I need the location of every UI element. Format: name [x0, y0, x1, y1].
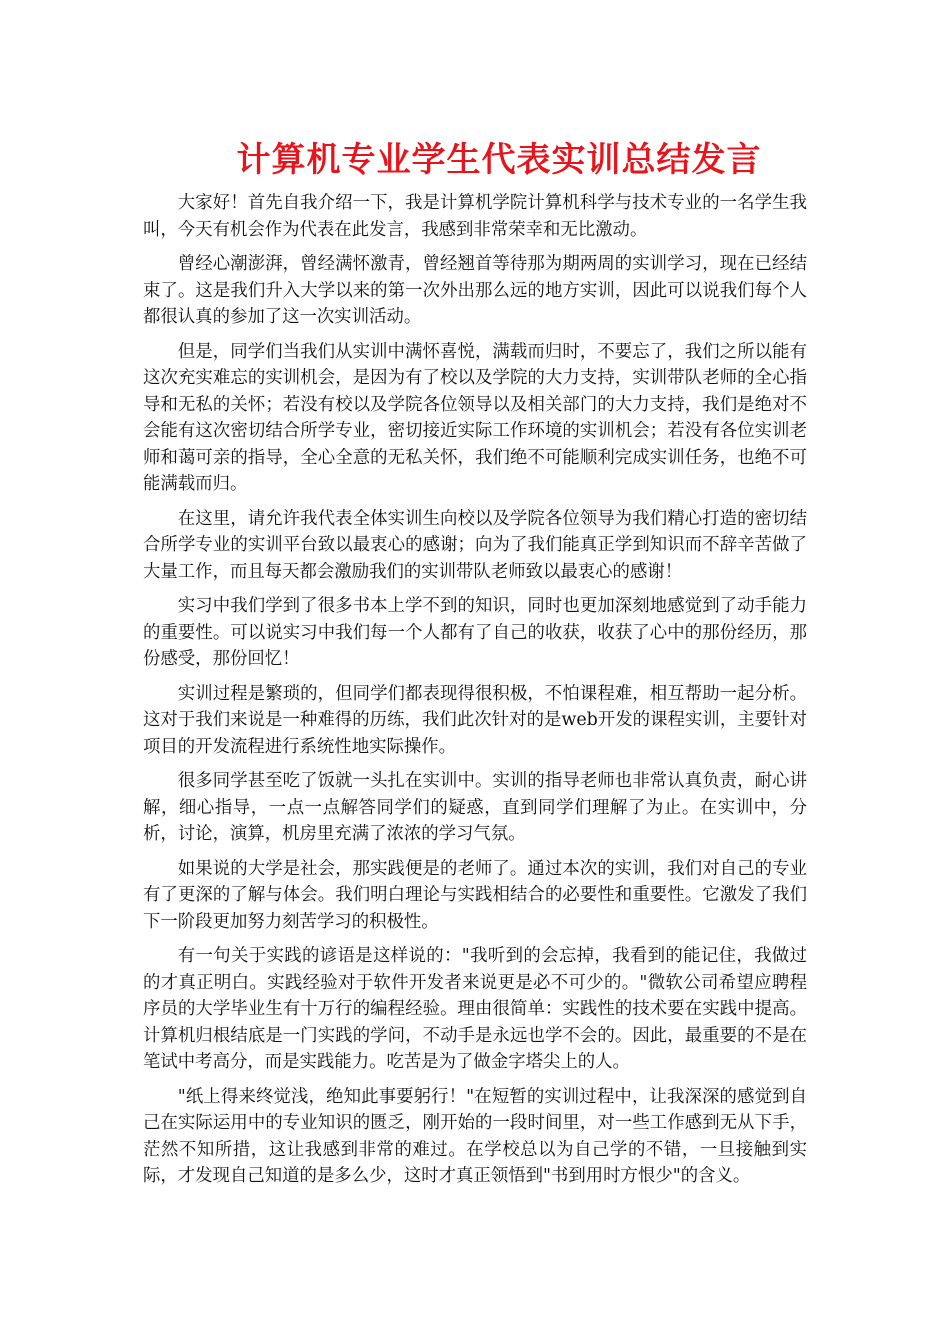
paragraph: 曾经心潮澎湃，曾经满怀激青，曾经翘首等待那为期两周的实训学习，现在已经结束了。这是我们升入大学以来的第一次外出那么远的地方实训，因此可以说我们每个人都很认真的参加了这一次实训活动。 [143, 254, 807, 327]
paragraph: 很多同学甚至吃了饭就一头扎在实训中。实训的指导老师也非常认真负责，耐心讲解，细心指导，一点一点解答同学们的疑惑，直到同学们理解了为止。在实训中，分析，讨论，演算，机房里充满了浓浓的学习气氛。 [143, 771, 807, 844]
paragraph: 在这里，请允许我代表全体实训生向校以及学院各位领导为我们精心打造的密切结合所学专业的实训平台致以最衷心的感谢；向为了我们能真正学到知识而不辞辛苦做了大量工作，而且每天都会激励我们的实训带队老师致以最衷心的感谢！ [143, 508, 807, 582]
paragraph: 实习中我们学到了很多书本上学不到的知识，同时也更加深刻地感觉到了动手能力的重要性。可以说实习中我们每一个人都有了自己的收获，收获了心中的那份经历，那份感受，那份回忆！ [143, 596, 807, 669]
paragraph: 大家好！首先自我介绍一下，我是计算机学院计算机科学与技术专业的一名学生我叫，今天有机会作为代表在此发言，我感到非常荣幸和无比激动。 [143, 193, 807, 240]
paragraph: 实训过程是繁琐的，但同学们都表现得很积极，不怕课程难，相互帮助一起分析。这对于我们来说是一种难得的历练，我们此次针对的是web开发的课程实训，主要针对项目的开发流程进行系统性地实际操作。 [143, 683, 807, 757]
document-title: 计算机专业学生代表实训总结发言 [236, 140, 762, 180]
paragraph: "纸上得来终觉浅，绝知此事要躬行！"在短暂的实训过程中，让我深深的感觉到自己在实际运用中的专业知识的匮乏，刚开始的一段时间里，对一些工作感到无从下手，茫然不知所措，这让我感到非常的难过。在学校总以为自己学的不错，一旦接触到实际，才发现自己知道的是多么少，这时才真正领悟到"书到用时方恨少"的含义。 [143, 1086, 807, 1186]
paragraph: 如果说的大学是社会，那实践便是的老师了。通过本次的实训，我们对自己的专业有了更深的了解与体会。我们明白理论与实践相结合的必要性和重要性。它激发了我们下一阶段更加努力刻苦学习的积极性。 [143, 858, 807, 932]
paragraph: 但是，同学们当我们从实训中满怀喜悦，满载而归时，不要忘了，我们之所以能有这次充实难忘的实训机会，是因为有了校以及学院的大力支持，实训带队老师的全心指导和无私的关怀；若没有校以及学院各位领导以及相关部门的大力支持，我们是绝对不会能有这次密切结合所学专业，密切接近实际工作环境的实训机会；若没有各位实训老师和蔼可亲的指导，全心全意的无私关怀，我们绝不可能顺利完成实训任务，也绝不可能满载而归。 [143, 341, 807, 494]
document-body [143, 190, 807, 1198]
paragraph: 有一句关于实践的谚语是这样说的："我听到的会忘掉，我看到的能记住，我做过的才真正明白。实践经验对于软件开发者来说更是必不可少的。"微软公司希望应聘程序员的大学毕业生有十万行的编程经验。理由很简单：实践性的技术要在实践中提高。计算机归根结底是一门实践的学问，不动手是永远也学不会的。因此，最重要的不是在笔试中考高分，而是实践能力。吃苦是为了做金字塔尖上的人。 [143, 946, 807, 1072]
